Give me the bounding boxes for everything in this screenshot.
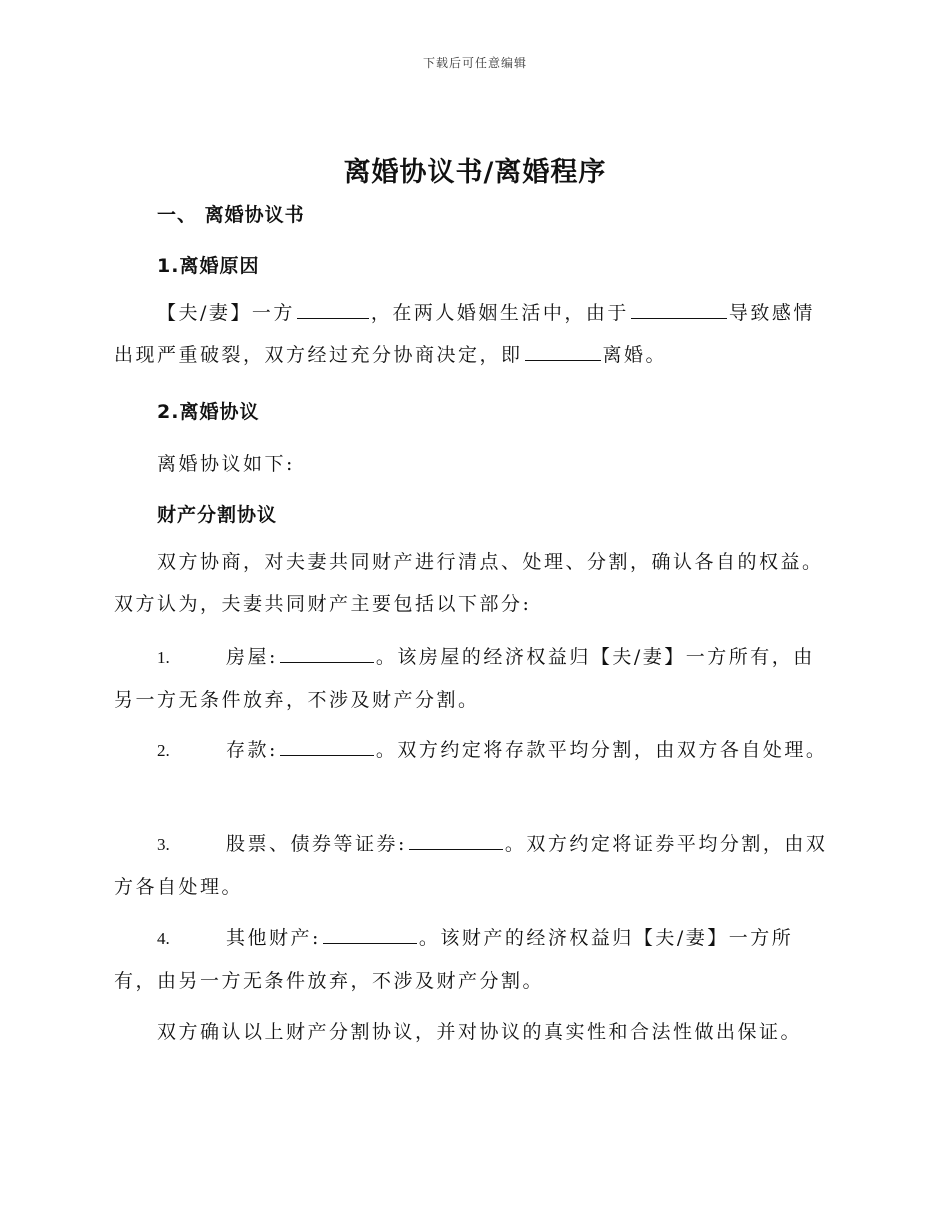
property-item bbox=[114, 917, 834, 1002]
reason-paragraph bbox=[114, 292, 834, 376]
blank-line bbox=[631, 300, 727, 319]
property-heading: 财产分割协议 bbox=[157, 504, 278, 526]
subheading-divorce-reason: 1.离婚原因 bbox=[157, 255, 260, 277]
item-text: 。该财产的经济权益归【夫/妻】一方所有，由另一方无条件放弃，不涉及财产分割。 bbox=[114, 927, 794, 992]
item-label: 股票、债券等证券: bbox=[226, 833, 407, 855]
item-text: 。该房屋的经济权益归【夫/妻】一方所有，由另一方无条件放弃，不涉及财产分割。 bbox=[114, 646, 815, 711]
blank-line bbox=[280, 644, 374, 663]
reason-text-4: 离婚。 bbox=[602, 344, 668, 366]
item-text: 。双方约定将存款平均分割，由双方各自处理。 bbox=[375, 739, 828, 761]
reason-text-2: ，在两人婚姻生活中，由于 bbox=[370, 302, 629, 324]
item-number: 4. bbox=[157, 929, 170, 948]
document-title: 离婚协议书/离婚程序 bbox=[343, 157, 607, 188]
item-number: 1. bbox=[157, 648, 170, 667]
item-label: 存款: bbox=[226, 739, 278, 761]
item-label: 其他财产: bbox=[226, 927, 321, 949]
blank-line bbox=[409, 831, 503, 850]
reason-text-1: 【夫/妻】一方 bbox=[157, 302, 295, 324]
item-number: 2. bbox=[157, 741, 170, 760]
agreement-intro: 离婚协议如下: bbox=[157, 453, 295, 475]
blank-line bbox=[297, 300, 369, 319]
blank-line bbox=[323, 925, 417, 944]
section-heading-agreement: 一、 离婚协议书 bbox=[157, 204, 305, 226]
closing-paragraph: 双方确认以上财产分割协议，并对协议的真实性和合法性做出保证。 bbox=[157, 1021, 803, 1043]
property-intro: 双方协商，对夫妻共同财产进行清点、处理、分割，确认各自的权益。双方认为，夫妻共同财产主要包括以下部分: bbox=[114, 551, 824, 615]
blank-line bbox=[525, 342, 601, 361]
item-number: 3. bbox=[157, 835, 170, 854]
property-item bbox=[114, 636, 834, 721]
header-note: 下载后可任意编辑 bbox=[422, 56, 527, 70]
subheading-divorce-agreement: 2.离婚协议 bbox=[157, 401, 260, 423]
blank-line bbox=[280, 737, 374, 756]
item-label: 房屋: bbox=[226, 646, 278, 668]
reason-text-3: 导致感情出现严重破裂，双方经过充分协商决定，即 bbox=[114, 302, 815, 366]
property-item bbox=[114, 729, 834, 772]
property-item bbox=[114, 823, 834, 908]
item-text: 。双方约定将证券平均分割，由双方各自处理。 bbox=[114, 833, 828, 898]
